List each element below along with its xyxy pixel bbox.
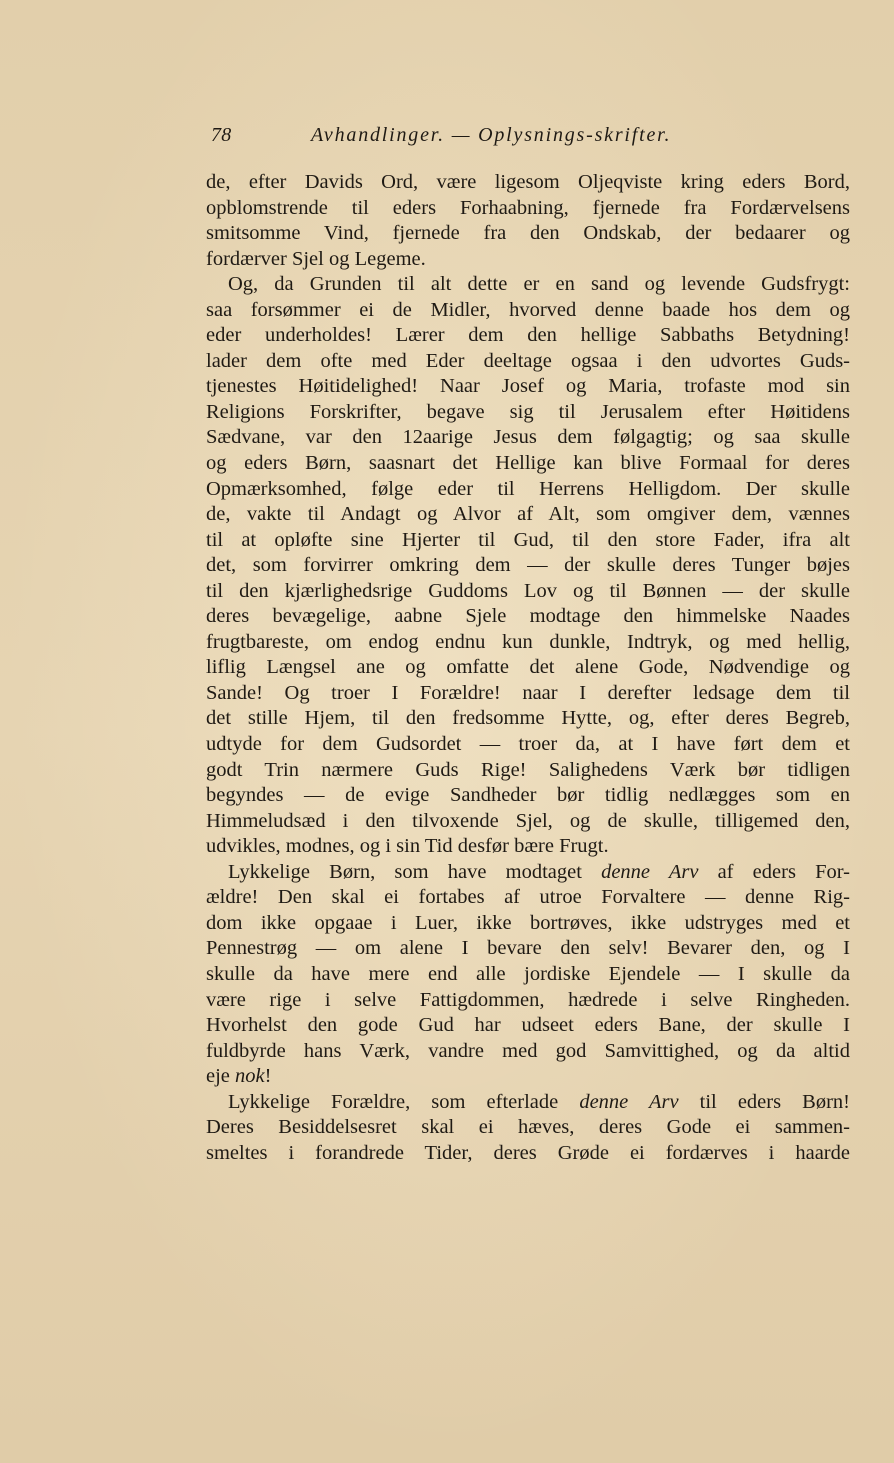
text-line: Religions Forskrifter, begave sig til Jerusalem efter Høitidens <box>206 400 850 423</box>
text-line: opblomstrende til eders Forhaabning, fjernede fra Fordærvelsens <box>206 196 850 219</box>
text-line: lader dem ofte med Eder deeltage ogsaa i den udvortes Guds- <box>206 349 850 372</box>
text-line: liflig Længsel ane og omfatte det alene Gode, Nødvendige og <box>206 656 850 679</box>
text-line: Og, da Grunden til alt dette er en sand og levende Gudsfrygt: <box>228 273 850 296</box>
paragraph <box>206 272 850 860</box>
text-line: eje nok! <box>206 1065 272 1088</box>
text-line: deres bevægelige, aabne Sjele modtage den himmelske Naades <box>206 605 850 628</box>
text-line: eder underholdes! Lærer dem den hellige Sabbaths Betydning! <box>206 324 850 347</box>
text-line: Lykkelige Forældre, som efterlade denne Arv til eders Børn! <box>228 1090 850 1113</box>
text-line: Lykkelige Børn, som have modtaget denne Arv af eders For- <box>228 860 850 883</box>
text-line: Sande! Og troer I Forældre! naar I derefter ledsage dem til <box>206 681 850 704</box>
text-line: frugtbareste, om endog endnu kun dunkle, Indtryk, og med hellig, <box>206 630 850 653</box>
text-line: Sædvane, var den 12aarige Jesus dem følgagtig; og saa skulle <box>206 426 850 449</box>
running-title: Avhandlinger. — Oplysnings-skrifter. <box>311 124 672 146</box>
body-text <box>206 170 850 1166</box>
text-line: fordærver Sjel og Legeme. <box>206 247 426 270</box>
text-line: godt Trin nærmere Guds Rige! Salighedens Værk bør tidligen <box>206 758 850 781</box>
text-line: tjenestes Høitidelighed! Naar Josef og Maria, trofaste mod sin <box>206 375 850 398</box>
text-line: skulle da have mere end alle jordiske Ejendele — I skulle da <box>206 962 850 985</box>
text-line: Opmærksomhed, følge eder til Herrens Helligdom. Der skulle <box>206 477 850 500</box>
text-line: Pennestrøg — om alene I bevare den selv! Bevarer den, og I <box>206 937 850 960</box>
text-line: begyndes — de evige Sandheder bør tidlig nedlægges som en <box>206 784 850 807</box>
text-line: saa forsømmer ei de Midler, hvorved denne baade hos dem og <box>206 298 850 321</box>
page-header <box>211 120 851 150</box>
paragraph <box>206 1090 850 1167</box>
text-line: udtyde for dem Gudsordet — troer da, at I have ført dem et <box>206 733 850 756</box>
text-line: og eders Børn, saasnart det Hellige kan blive Formaal for deres <box>206 452 850 475</box>
text-line: det stille Hjem, til den fredsomme Hytte, og, efter deres Begreb, <box>206 707 850 730</box>
text-line: udvikles, modnes, og i sin Tid desfør bære Frugt. <box>206 835 609 858</box>
italic-text: nok <box>235 1065 265 1088</box>
text-line: Deres Besiddelsesret skal ei hæves, deres Gode ei sammen- <box>206 1116 850 1139</box>
text-line: Himmeludsæd i den tilvoxende Sjel, og de skulle, tilligemed den, <box>206 809 850 832</box>
text-line: være rige i selve Fattigdommen, hædrede i selve Ringheden. <box>206 988 850 1011</box>
text-line: ældre! Den skal ei fortabes af utroe Forvaltere — denne Rig- <box>206 886 850 909</box>
paragraph <box>206 170 850 272</box>
text-line: smitsomme Vind, fjernede fra den Ondskab, der bedaarer og <box>206 222 850 245</box>
page-number: 78 <box>211 124 232 146</box>
text-line: det, som forvirrer omkring dem — der skulle deres Tunger bøjes <box>206 554 850 577</box>
text-line: smeltes i forandrede Tider, deres Grøde ei fordærves i haarde <box>206 1141 850 1164</box>
text-line: dom ikke opgaae i Luer, ikke bortrøves, ikke udstryges med et <box>206 911 850 934</box>
italic-text: denne Arv <box>579 1090 679 1113</box>
text-line: til at opløfte sine Hjerter til Gud, til den store Fader, ifra alt <box>206 528 850 551</box>
paragraph <box>206 860 850 1090</box>
text-line: til den kjærlighedsrige Guddoms Lov og til Bønnen — der skulle <box>206 579 850 602</box>
text-line: de, efter Davids Ord, være ligesom Oljeqviste kring eders Bord, <box>206 171 850 193</box>
text-line: de, vakte til Andagt og Alvor af Alt, som omgiver dem, vænnes <box>206 503 850 526</box>
italic-text: denne Arv <box>601 860 699 883</box>
text-line: Hvorhelst den gode Gud har udseet eders Bane, der skulle I <box>206 1014 850 1037</box>
text-line: fuldbyrde hans Værk, vandre med god Samvittighed, og da altid <box>206 1039 850 1062</box>
